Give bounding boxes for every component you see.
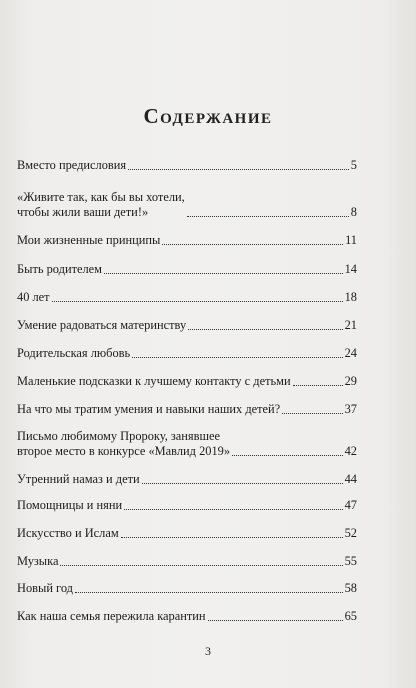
toc-entry-page: 21 [344,318,357,332]
toc-entry [17,429,357,459]
toc-entry [17,472,357,487]
toc-entry-page: 58 [344,581,357,595]
leader-dots [282,413,342,414]
leader-dots [232,455,343,456]
page-title: Содержание [143,104,273,128]
toc-entry-title: Искусство и Ислам [17,526,119,540]
toc-entry [17,290,357,305]
leader-dots [104,273,343,274]
toc-entry-title: Как наша семья пережила карантин [17,609,206,623]
toc-entry [17,374,357,389]
toc-entry-page: 37 [344,402,357,416]
toc-entry-page: 18 [344,290,357,304]
leader-dots [142,483,343,484]
toc-entry-title [17,429,230,459]
toc-entry-page: 52 [344,526,357,540]
page-number: 3 [205,644,211,658]
toc-entry [17,609,357,624]
leader-dots [187,216,349,217]
toc-entry-title: Вместо предисловия [17,158,127,172]
leader-dots [188,329,342,330]
toc-entry [17,158,357,173]
toc-entry-page: 8 [350,205,357,219]
toc-entry-page: 24 [344,346,357,360]
toc-entry-page: 47 [344,498,357,512]
toc-entry-page: 11 [345,233,357,247]
toc-entry [17,233,357,248]
toc-entry-page: 55 [344,554,357,568]
toc-entry-title-line: Письмо любимому Пророку, занявшее [17,429,221,443]
toc-entry-page: 29 [344,374,357,388]
leader-dots [128,169,349,170]
toc-entry-title: На что мы тратим умения и навыки наших детей? [17,402,281,416]
toc-entry-page: 5 [350,158,357,172]
toc-entry [17,318,357,333]
toc-entry-page: 65 [344,609,357,623]
toc-entry-title [17,190,185,220]
toc-entry-title: Быть родителем [17,262,103,276]
leader-dots [60,565,342,566]
toc-entry-page: 42 [344,444,357,458]
toc-entry-title: Помощницы и няни [17,498,123,512]
toc-entry-title: Музыка [17,554,59,568]
leader-dots [208,620,343,621]
leader-dots [52,301,343,302]
toc-entry-title: 40 лет [17,290,50,304]
toc-entry-title: Новый год [17,581,73,595]
toc-entry [17,526,357,541]
toc-entry [17,190,357,220]
toc-entry [17,262,357,277]
leader-dots [132,357,342,358]
toc-entry-title: Умение радоваться материнству [17,318,187,332]
toc-entry [17,402,357,417]
toc-entry [17,346,357,361]
toc-entry [17,498,357,513]
toc-entry-page: 14 [344,262,357,276]
leader-dots [124,509,342,510]
toc-entry [17,554,357,569]
toc-entry-page: 44 [344,472,357,486]
leader-dots [75,592,343,593]
toc-entry-title: Утренний намаз и дети [17,472,140,486]
toc-entry-title: Маленькие подсказки к лучшему контакту с детьми [17,374,291,388]
toc-entry-title-line: «Живите так, как бы вы хотели, [17,190,185,204]
toc-entry-title: Родительская любовь [17,346,131,360]
toc-entry-title: Мои жизненные принципы [17,233,161,247]
leader-dots [293,385,343,386]
toc-entry-title-line: чтобы жили ваши дети!» [17,205,149,219]
toc-entry-title-line: второе место в конкурсе «Мавлид 2019» [17,444,231,458]
toc-entry [17,581,357,596]
leader-dots [162,244,343,245]
leader-dots [121,537,343,538]
